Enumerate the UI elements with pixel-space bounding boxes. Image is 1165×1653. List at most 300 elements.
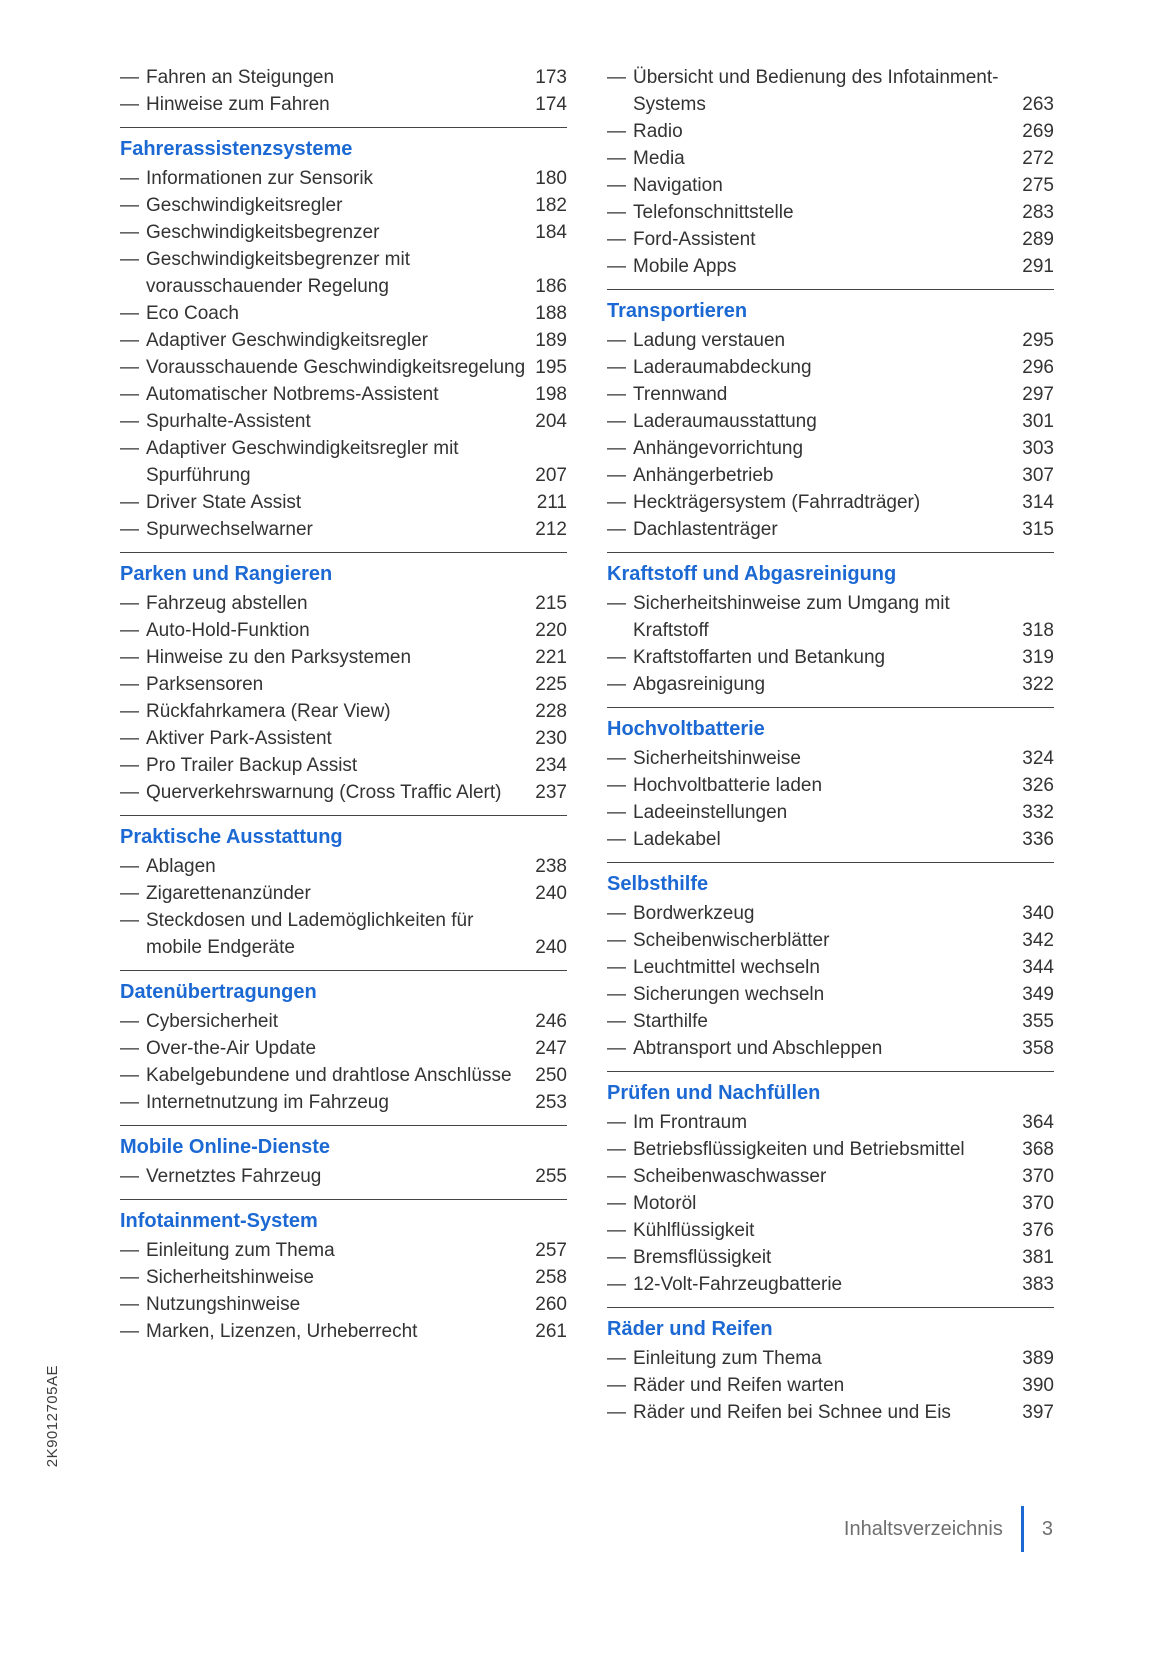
item-page-number: 247	[535, 1038, 567, 1059]
toc-item	[607, 1035, 1054, 1062]
item-page-number: 195	[535, 357, 567, 378]
item-page-number: 297	[1022, 384, 1054, 405]
item-page-number: 228	[535, 701, 567, 722]
footer-page-number: 3	[1041, 1517, 1053, 1540]
toc-item	[120, 590, 567, 617]
item-dash: —	[120, 1092, 139, 1113]
item-dash: —	[607, 175, 626, 196]
item-dash: —	[607, 930, 626, 951]
toc-section	[120, 552, 567, 806]
item-label: Scheibenwischerblätter	[633, 930, 830, 951]
toc-item	[607, 1244, 1054, 1271]
toc-section	[120, 970, 567, 1116]
toc-item	[607, 1109, 1054, 1136]
item-label: Geschwindigkeitsregler	[146, 195, 343, 216]
item-label: Bordwerkzeug	[633, 903, 755, 924]
item-label: Sicherheitshinweise	[146, 1267, 314, 1288]
item-page-number: 211	[536, 492, 567, 513]
toc-item	[607, 1372, 1054, 1399]
item-page-number: 342	[1022, 930, 1054, 951]
item-page-number: 238	[535, 856, 567, 877]
item-page-number: 324	[1022, 748, 1054, 769]
toc-item	[607, 435, 1054, 462]
item-dash: —	[607, 202, 626, 223]
item-page-number: 220	[535, 620, 567, 641]
item-label: Im Frontraum	[633, 1112, 748, 1133]
toc-item	[607, 118, 1054, 145]
item-label: Betriebsflüssigkeiten und Betriebsmittel	[633, 1139, 965, 1160]
item-page-number: 240	[535, 937, 567, 958]
item-dash: —	[120, 330, 139, 351]
item-dash: —	[607, 438, 626, 459]
item-page-number: 370	[1022, 1166, 1054, 1187]
toc-item	[120, 435, 567, 489]
item-label: Sicherheitshinweise zum Umgang mit Kraftstoff	[633, 593, 950, 641]
spine-code: 2K9012705AE	[44, 1364, 61, 1467]
item-label: Parksensoren	[146, 674, 264, 695]
item-label: Auto-Hold-Funktion	[146, 620, 310, 641]
item-page-number: 376	[1022, 1220, 1054, 1241]
toc-item	[607, 64, 1054, 118]
item-label: Heckträgersystem (Fahrradträger)	[633, 492, 921, 513]
item-label: Marken, Lizenzen, Urheberrecht	[146, 1321, 418, 1342]
toc-item	[120, 907, 567, 961]
item-dash: —	[120, 411, 139, 432]
item-dash: —	[607, 465, 626, 486]
toc-item	[120, 1318, 567, 1345]
item-dash: —	[607, 748, 626, 769]
item-label: Hochvoltbatterie laden	[633, 775, 823, 796]
item-page-number: 261	[535, 1321, 567, 1342]
item-label: Einleitung zum Thema	[146, 1240, 335, 1261]
item-label: Anhängevorrichtung	[633, 438, 804, 459]
item-label: Laderaumausstattung	[633, 411, 817, 432]
item-dash: —	[607, 984, 626, 1005]
toc-item	[607, 1271, 1054, 1298]
item-label: Geschwindigkeitsbegrenzer	[146, 222, 380, 243]
toc-item	[120, 1062, 567, 1089]
toc-item	[120, 489, 567, 516]
toc-section	[607, 1307, 1054, 1426]
item-page-number: 307	[1022, 465, 1054, 486]
item-dash: —	[120, 728, 139, 749]
item-label: Spurhalte-Assistent	[146, 411, 311, 432]
toc-item	[120, 354, 567, 381]
toc-item	[607, 1190, 1054, 1217]
item-page-number: 174	[535, 94, 567, 115]
item-label: Informationen zur Sensorik	[146, 168, 374, 189]
item-dash: —	[120, 856, 139, 877]
item-dash: —	[120, 67, 139, 88]
toc-item	[120, 1008, 567, 1035]
toc-item	[607, 408, 1054, 435]
item-label: Motoröl	[633, 1193, 697, 1214]
item-page-number: 246	[535, 1011, 567, 1032]
item-label: Ladung verstauen	[633, 330, 786, 351]
item-label: Vernetztes Fahrzeug	[146, 1166, 322, 1187]
toc-item	[120, 698, 567, 725]
item-page-number: 364	[1022, 1112, 1054, 1133]
item-label: Ladeeinstellungen	[633, 802, 788, 823]
item-dash: —	[607, 1193, 626, 1214]
toc-section	[607, 64, 1054, 280]
item-dash: —	[120, 1240, 139, 1261]
footer-section-label: Inhaltsverzeichnis	[843, 1517, 1003, 1540]
item-label: Hinweise zu den Parksystemen	[146, 647, 412, 668]
item-dash: —	[120, 1321, 139, 1342]
toc-section	[120, 1199, 567, 1345]
toc-item	[120, 91, 567, 118]
item-dash: —	[120, 674, 139, 695]
item-dash: —	[607, 1112, 626, 1133]
item-label: Over-the-Air Update	[146, 1038, 317, 1059]
toc-item	[120, 1237, 567, 1264]
toc-item	[607, 327, 1054, 354]
item-dash: —	[607, 1139, 626, 1160]
section-heading: Kraftstoff und Abgasreinigung	[607, 563, 897, 585]
item-dash: —	[607, 775, 626, 796]
toc-item	[607, 145, 1054, 172]
item-page-number: 344	[1022, 957, 1054, 978]
toc-item	[607, 489, 1054, 516]
item-page-number: 355	[1022, 1011, 1054, 1032]
item-label: Automatischer Notbrems-Assistent	[146, 384, 439, 405]
item-label: Kabelgebundene und drahtlose Anschlüsse	[146, 1065, 512, 1086]
toc-column-left	[120, 64, 567, 1426]
item-page-number: 173	[535, 67, 567, 88]
item-label: Einleitung zum Thema	[633, 1348, 822, 1369]
toc-section	[607, 862, 1054, 1062]
toc-item	[120, 408, 567, 435]
item-page-number: 301	[1022, 411, 1054, 432]
item-dash: —	[607, 1375, 626, 1396]
item-label: Nutzungshinweise	[146, 1294, 301, 1315]
toc-item	[120, 1291, 567, 1318]
item-page-number: 189	[535, 330, 567, 351]
toc-section	[120, 64, 567, 118]
item-dash: —	[607, 593, 626, 614]
section-heading: Hochvoltbatterie	[607, 718, 765, 740]
item-label: Abtransport und Abschleppen	[633, 1038, 883, 1059]
item-dash: —	[607, 1038, 626, 1059]
item-page-number: 253	[535, 1092, 567, 1113]
toc-item	[120, 853, 567, 880]
item-page-number: 349	[1022, 984, 1054, 1005]
toc-item	[607, 354, 1054, 381]
item-dash: —	[607, 492, 626, 513]
item-label: Sicherheitshinweise	[633, 748, 801, 769]
item-page-number: 368	[1022, 1139, 1054, 1160]
item-label: Navigation	[633, 175, 723, 196]
item-label: Internetnutzung im Fahrzeug	[146, 1092, 389, 1113]
item-label: Adaptiver Geschwindigkeitsregler	[146, 330, 428, 351]
item-label: Steckdosen und Lademöglichkeiten für mobile Endgeräte	[146, 910, 474, 958]
item-dash: —	[607, 411, 626, 432]
item-label: Driver State Assist	[146, 492, 302, 513]
item-dash: —	[120, 519, 139, 540]
item-dash: —	[120, 782, 139, 803]
footer-divider-bar	[1021, 1506, 1024, 1552]
toc-section	[607, 1071, 1054, 1298]
item-page-number: 207	[535, 465, 567, 486]
toc-item	[120, 165, 567, 192]
toc-item	[607, 462, 1054, 489]
item-page-number: 184	[535, 222, 567, 243]
section-heading: Datenübertragungen	[120, 981, 317, 1003]
item-dash: —	[120, 438, 139, 459]
item-dash: —	[607, 903, 626, 924]
item-page-number: 204	[535, 411, 567, 432]
item-dash: —	[607, 1011, 626, 1032]
item-dash: —	[120, 701, 139, 722]
toc-item	[120, 219, 567, 246]
item-page-number: 340	[1022, 903, 1054, 924]
item-page-number: 390	[1022, 1375, 1054, 1396]
item-page-number: 215	[535, 593, 567, 614]
item-page-number: 272	[1022, 148, 1054, 169]
item-label: Mobile Apps	[633, 256, 737, 277]
toc-item	[607, 826, 1054, 853]
item-label: Ablagen	[146, 856, 216, 877]
item-label: Geschwindigkeitsbegrenzer mit vorausschauender Regelung	[146, 249, 411, 297]
item-page-number: 180	[535, 168, 567, 189]
item-page-number: 258	[535, 1267, 567, 1288]
item-page-number: 303	[1022, 438, 1054, 459]
item-page-number: 358	[1022, 1038, 1054, 1059]
item-page-number: 221	[535, 647, 567, 668]
item-dash: —	[120, 492, 139, 513]
toc-section	[120, 815, 567, 961]
toc-item	[607, 226, 1054, 253]
toc-item	[120, 1163, 567, 1190]
item-dash: —	[607, 1348, 626, 1369]
toc-item	[120, 752, 567, 779]
toc-item	[120, 246, 567, 300]
item-label: Zigarettenanzünder	[146, 883, 311, 904]
item-page-number: 240	[535, 883, 567, 904]
item-dash: —	[120, 647, 139, 668]
item-page-number: 332	[1022, 802, 1054, 823]
toc-item	[120, 516, 567, 543]
item-dash: —	[120, 168, 139, 189]
item-page-number: 275	[1022, 175, 1054, 196]
item-page-number: 314	[1022, 492, 1054, 513]
item-dash: —	[120, 620, 139, 641]
toc-item	[607, 1008, 1054, 1035]
item-page-number: 257	[535, 1240, 567, 1261]
item-dash: —	[120, 593, 139, 614]
item-dash: —	[120, 1267, 139, 1288]
toc-item	[120, 671, 567, 698]
item-label: Radio	[633, 121, 683, 142]
item-dash: —	[607, 121, 626, 142]
toc-item	[607, 590, 1054, 644]
item-label: Kühlflüssigkeit	[633, 1220, 755, 1241]
toc-item	[607, 671, 1054, 698]
item-dash: —	[607, 229, 626, 250]
item-page-number: 234	[535, 755, 567, 776]
item-dash: —	[607, 330, 626, 351]
item-page-number: 212	[535, 519, 567, 540]
item-label: Trennwand	[633, 384, 728, 405]
toc-item	[607, 381, 1054, 408]
toc-section	[607, 707, 1054, 853]
item-dash: —	[607, 957, 626, 978]
toc-section	[120, 127, 567, 543]
item-dash: —	[607, 1402, 626, 1423]
section-heading: Selbsthilfe	[607, 873, 709, 895]
item-dash: —	[607, 674, 626, 695]
item-label: Dachlastenträger	[633, 519, 778, 540]
item-dash: —	[120, 1065, 139, 1086]
item-dash: —	[120, 883, 139, 904]
section-heading: Infotainment-System	[120, 1210, 318, 1232]
toc-item	[607, 1136, 1054, 1163]
item-dash: —	[607, 148, 626, 169]
item-label: Pro Trailer Backup Assist	[146, 755, 358, 776]
item-page-number: 397	[1022, 1402, 1054, 1423]
toc-item	[607, 644, 1054, 671]
item-label: Cybersicherheit	[146, 1011, 278, 1032]
toc-item	[120, 381, 567, 408]
section-heading: Prüfen und Nachfüllen	[607, 1082, 821, 1104]
item-label: Fahren an Steigungen	[146, 67, 335, 88]
item-page-number: 255	[535, 1166, 567, 1187]
item-page-number: 291	[1022, 256, 1054, 277]
toc-item	[607, 516, 1054, 543]
item-dash: —	[120, 357, 139, 378]
item-dash: —	[120, 1011, 139, 1032]
item-label: 12-Volt-Fahrzeugbatterie	[633, 1274, 843, 1295]
toc-item	[120, 300, 567, 327]
item-page-number: 381	[1022, 1247, 1054, 1268]
toc-item	[607, 199, 1054, 226]
item-page-number: 260	[535, 1294, 567, 1315]
item-label: Übersicht und Bedienung des Infotainment-Systems	[633, 67, 999, 115]
item-dash: —	[120, 1038, 139, 1059]
item-dash: —	[607, 647, 626, 668]
toc-item	[120, 725, 567, 752]
item-dash: —	[120, 195, 139, 216]
item-page-number: 322	[1022, 674, 1054, 695]
item-page-number: 326	[1022, 775, 1054, 796]
section-heading: Transportieren	[607, 300, 748, 322]
item-dash: —	[607, 519, 626, 540]
item-dash: —	[120, 384, 139, 405]
toc-item	[120, 64, 567, 91]
toc-item	[607, 981, 1054, 1008]
toc-item	[607, 927, 1054, 954]
item-page-number: 318	[1022, 620, 1054, 641]
item-page-number: 237	[535, 782, 567, 803]
item-dash: —	[607, 829, 626, 850]
section-heading: Fahrerassistenzsysteme	[120, 138, 353, 160]
item-label: Räder und Reifen warten	[633, 1375, 845, 1396]
item-label: Fahrzeug abstellen	[146, 593, 308, 614]
item-dash: —	[120, 249, 139, 270]
item-label: Querverkehrswarnung (Cross Traffic Alert)	[146, 782, 502, 803]
toc-column-right	[607, 64, 1054, 1426]
toc-item	[607, 772, 1054, 799]
item-label: Eco Coach	[146, 303, 239, 324]
toc-section	[607, 552, 1054, 698]
toc-item	[120, 192, 567, 219]
item-dash: —	[120, 755, 139, 776]
item-page-number: 296	[1022, 357, 1054, 378]
item-page-number: 315	[1022, 519, 1054, 540]
item-page-number: 295	[1022, 330, 1054, 351]
item-label: Telefonschnittstelle	[633, 202, 794, 223]
toc-item	[120, 644, 567, 671]
item-label: Hinweise zum Fahren	[146, 94, 330, 115]
item-dash: —	[607, 1274, 626, 1295]
toc-section	[607, 289, 1054, 543]
item-dash: —	[607, 1247, 626, 1268]
item-dash: —	[120, 303, 139, 324]
item-page-number: 269	[1022, 121, 1054, 142]
item-label: Bremsflüssigkeit	[633, 1247, 772, 1268]
toc-item	[607, 900, 1054, 927]
toc-item	[120, 327, 567, 354]
toc-item	[120, 1035, 567, 1062]
toc-item	[607, 799, 1054, 826]
item-page-number: 389	[1022, 1348, 1054, 1369]
item-label: Media	[633, 148, 685, 169]
item-dash: —	[120, 1166, 139, 1187]
item-label: Aktiver Park-Assistent	[146, 728, 332, 749]
item-page-number: 336	[1022, 829, 1054, 850]
item-page-number: 230	[535, 728, 567, 749]
toc-item	[607, 253, 1054, 280]
item-label: Sicherungen wechseln	[633, 984, 825, 1005]
item-dash: —	[607, 357, 626, 378]
item-label: Scheibenwaschwasser	[633, 1166, 827, 1187]
item-page-number: 283	[1022, 202, 1054, 223]
item-page-number: 182	[535, 195, 567, 216]
item-dash: —	[120, 910, 139, 931]
item-dash: —	[607, 1220, 626, 1241]
toc-item	[120, 880, 567, 907]
item-label: Laderaumabdeckung	[633, 357, 812, 378]
toc-section	[120, 1125, 567, 1190]
item-label: Ladekabel	[633, 829, 721, 850]
item-page-number: 370	[1022, 1193, 1054, 1214]
item-label: Anhängerbetrieb	[633, 465, 774, 486]
item-label: Rückfahrkamera (Rear View)	[146, 701, 391, 722]
item-page-number: 250	[535, 1065, 567, 1086]
item-label: Abgasreinigung	[633, 674, 766, 695]
item-page-number: 186	[535, 276, 567, 297]
item-label: Starthilfe	[633, 1011, 708, 1032]
item-label: Adaptiver Geschwindigkeitsregler mit Spurführung	[146, 438, 459, 486]
item-dash: —	[120, 1294, 139, 1315]
section-heading: Räder und Reifen	[607, 1318, 773, 1340]
toc-item	[607, 745, 1054, 772]
section-heading: Mobile Online-Dienste	[120, 1136, 331, 1158]
item-label: Kraftstoffarten und Betankung	[633, 647, 886, 668]
item-label: Vorausschauende Geschwindigkeitsregelung	[146, 357, 526, 378]
toc-columns	[120, 64, 1054, 1426]
item-label: Ford-Assistent	[633, 229, 756, 250]
item-page-number: 383	[1022, 1274, 1054, 1295]
toc-item	[120, 617, 567, 644]
item-page-number: 188	[535, 303, 567, 324]
item-page-number: 319	[1022, 647, 1054, 668]
item-label: Spurwechselwarner	[146, 519, 313, 540]
item-page-number: 198	[535, 384, 567, 405]
toc-item	[607, 172, 1054, 199]
item-page-number: 263	[1022, 94, 1054, 115]
